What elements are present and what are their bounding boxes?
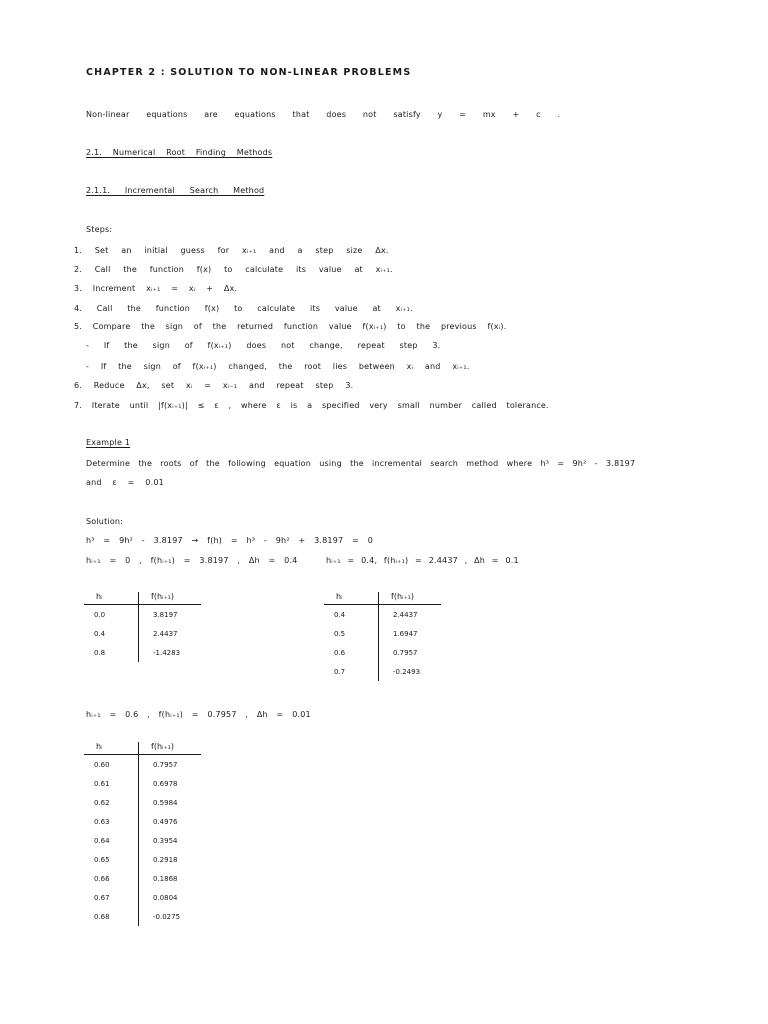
step-5-sub-2: - If the sign of f(xᵢ₊₁) changed, the root lies between xᵢ and xᵢ₊₁. — [86, 362, 470, 371]
table-row: 0.6 0.7957 — [324, 643, 441, 662]
section-heading-2-1-1: 2.1.1. Incremental Search Method — [86, 186, 265, 195]
example-text-line-2: and ε = 0.01 — [86, 478, 164, 487]
steps-heading: Steps: — [86, 225, 113, 234]
table-medium-step — [324, 592, 441, 681]
example-heading: Example 1 — [86, 438, 131, 447]
table-row: 0.64 0.3954 — [84, 831, 201, 850]
table-row: 0.63 0.4976 — [84, 812, 201, 831]
table-row: 0.67 0.0804 — [84, 888, 201, 907]
step-1: 1. Set an initial guess for xᵢ₊₁ and a step size Δx. — [74, 246, 389, 255]
table-row: 0.5 1.6947 — [324, 624, 441, 643]
table-row: 0.66 0.1868 — [84, 869, 201, 888]
table-header-f: f(hᵢ₊₁) — [379, 592, 442, 605]
table-row: 0.8 -1.4283 — [84, 643, 201, 662]
table-row: 0.61 0.6978 — [84, 774, 201, 793]
step-2: 2. Call the function f(x) to calculate its value at xᵢ₊₁. — [74, 265, 393, 274]
step-3: 3. Increment xᵢ₊₁ = xᵢ + Δx. — [74, 284, 238, 293]
table-row: 0.0 3.8197 — [84, 605, 201, 625]
solution-initial-a: hᵢ₊₁ = 0 , f(hᵢ₊₁) = 3.8197 , Δh = 0.4 — [86, 556, 298, 565]
step-7: 7. Iterate until |f(xᵢ₊₁)| ≤ ε , where ε is a specified very small number called tolerance. — [74, 401, 549, 410]
chapter-title: CHAPTER 2 : SOLUTION TO NON-LINEAR PROBLEMS — [86, 67, 412, 78]
solution-initial-b: hᵢ₊₁ = 0.4, f(hᵢ₊₁) = 2.4437 , Δh = 0.1 — [326, 556, 519, 565]
table-row: 0.65 0.2918 — [84, 850, 201, 869]
solution-heading: Solution: — [86, 517, 124, 526]
table-row: 0.7 -0.2493 — [324, 662, 441, 681]
table-header-h: hᵢ — [96, 742, 103, 751]
solution-initial-c: hᵢ₊₁ = 0.6 , f(hᵢ₊₁) = 0.7957 , Δh = 0.01 — [86, 710, 311, 719]
step-5: 5. Compare the sign of the returned function value f(xᵢ₊₁) to the previous f(xᵢ). — [74, 322, 507, 331]
solution-equation: h³ = 9h² - 3.8197 → f(h) = h³ - 9h² + 3.8197 = 0 — [86, 536, 373, 545]
intro-text: Non-linear equations are equations that does not satisfy y = mx + c . — [86, 110, 561, 119]
table-fine-step — [84, 742, 201, 926]
example-text-line-1: Determine the roots of the following equation using the incremental search method where h³ = 9h² - 3.8197 — [86, 459, 636, 468]
section-heading-2-1: 2.1. Numerical Root Finding Methods — [86, 148, 273, 157]
step-4: 4. Call the function f(x) to calculate its value at xᵢ₊₁. — [74, 304, 413, 313]
step-5-sub-1: - If the sign of f(xᵢ₊₁) does not change, repeat step 3. — [86, 341, 441, 350]
table-header-f: f(hᵢ₊₁) — [139, 742, 202, 755]
table-header-f: f(hᵢ₊₁) — [139, 592, 202, 605]
table-row: 0.68 -0.0275 — [84, 907, 201, 926]
table-row: 0.60 0.7957 — [84, 755, 201, 775]
step-6: 6. Reduce Δx, set xᵢ = xᵢ₋₁ and repeat step 3. — [74, 381, 354, 390]
table-header-h: hᵢ — [336, 592, 343, 601]
table-row: 0.4 2.4437 — [84, 624, 201, 643]
table-header-h: hᵢ — [96, 592, 103, 601]
table-row: 0.62 0.5984 — [84, 793, 201, 812]
table-row: 0.4 2.4437 — [324, 605, 441, 625]
table-coarse-step — [84, 592, 201, 662]
